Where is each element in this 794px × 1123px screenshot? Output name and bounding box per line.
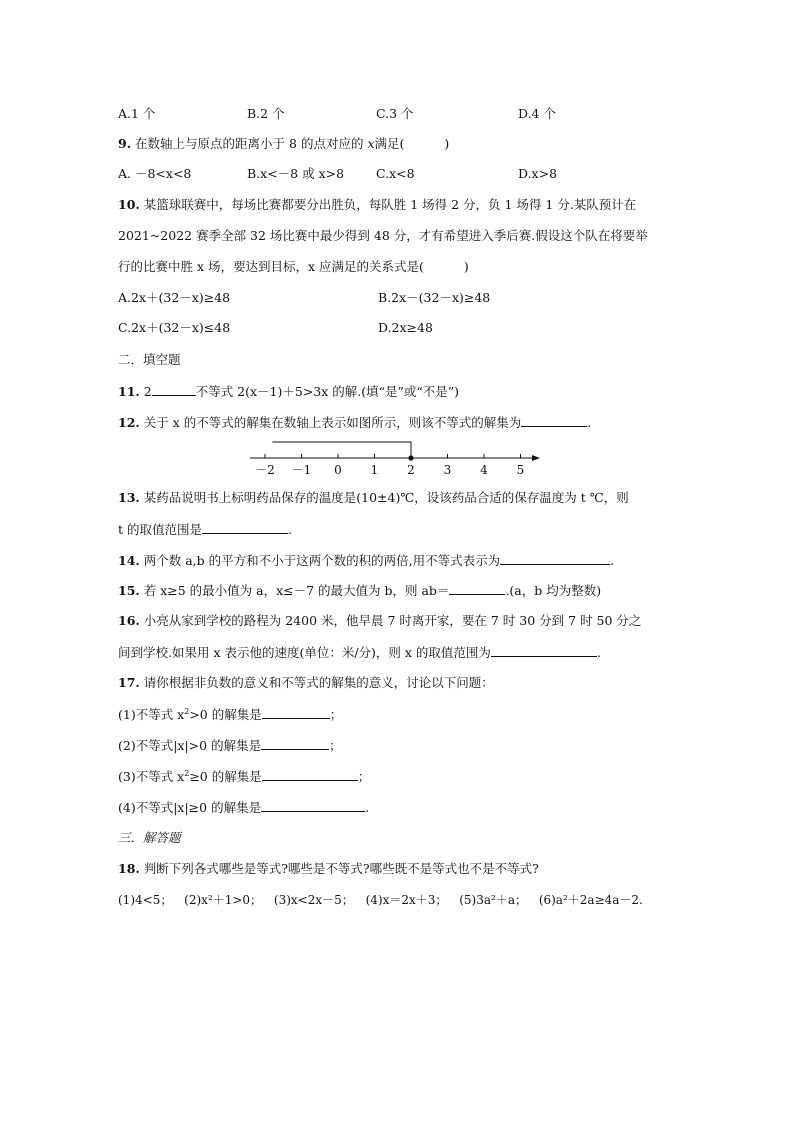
q18-number: 18. [118, 861, 140, 876]
q17-item-3-end: ； [357, 769, 371, 784]
q14-number: 14. [118, 553, 140, 568]
q10-option-a: A.2x＋(32－x)≥48 [118, 290, 231, 305]
q16-end: . [596, 645, 601, 660]
q12-end: . [587, 415, 592, 430]
q17-item-4-end: . [365, 800, 370, 815]
section-heading-answer: 三．解答题 [118, 830, 181, 845]
question-12 [118, 414, 591, 431]
q14-end: . [610, 553, 615, 568]
q17-item-2-blank[interactable] [261, 737, 329, 750]
q11-number: 11. [118, 384, 140, 399]
number-line-tick-label: 4 [480, 463, 488, 477]
q17-item-2-pre: (2)不等式|x|>0 的解集是 [118, 738, 262, 753]
section-heading-fill-in: 二．填空题 [118, 352, 181, 367]
q15-text: 若 x≥5 的最小值为 a，x≤－7 的最大值为 b，则 ab＝ [143, 583, 450, 598]
q17-item-1-post: >0 的解集是 [189, 707, 262, 722]
number-line-ticks [255, 454, 524, 477]
q9-close: ) [444, 136, 450, 151]
q17-item-1-end: ； [329, 707, 343, 722]
number-line-figure [250, 438, 550, 482]
q17-item-3-sup: 2 [184, 768, 190, 778]
q14-text: 两个数 a,b 的平方和不小于这两个数的积的两倍,用不等式表示为 [143, 553, 501, 568]
question-17 [118, 675, 494, 691]
q15-answer-blank[interactable] [449, 582, 505, 595]
number-line-arrow [532, 455, 540, 461]
q9-number: 9. [118, 136, 132, 151]
q12-answer-blank[interactable] [521, 414, 587, 427]
q10-number: 10. [118, 197, 140, 212]
q17-item-4-blank[interactable] [261, 799, 365, 812]
q16-line-1: 小亮从家到学校的路程为 2400 米，他早晨 7 时离开家，要在 7 时 30 分到 7 时 50 分之 [143, 613, 642, 628]
q17-item-2 [118, 737, 342, 754]
question-9 [118, 136, 449, 152]
q8-option-c: C.3 个 [376, 106, 414, 121]
q10-line-1: 某篮球联赛中，每场比赛都要分出胜负，每队胜 1 场得 2 分，负 1 场得 1 分.某队预计在 [143, 197, 637, 212]
q18-item-5: (5)3a²＋a； [459, 893, 527, 907]
q17-item-2-end: ； [329, 738, 342, 753]
q17-item-4-pre: (4)不等式|x|≥0 的解集是 [118, 800, 262, 815]
q10-option-d: D.2x≥48 [378, 320, 433, 335]
q9-option-a: A. －8<x<8 [118, 166, 192, 181]
q13-answer-blank[interactable] [202, 521, 288, 534]
q18-item-6: (6)a²＋2a≥4a－2. [538, 893, 643, 907]
q16-line-2: 间到学校.如果用 x 表示他的速度(单位：米/分)，则 x 的取值范围为 [118, 645, 491, 660]
q17-item-1-pre: (1)不等式 x [118, 707, 185, 722]
number-line-tick-label: 3 [443, 463, 452, 477]
number-line-tick-label: 1 [370, 463, 379, 477]
q13-number: 13. [118, 490, 140, 505]
q12-text: 关于 x 的不等式的解集在数轴上表示如图所示，则该不等式的解集为 [143, 415, 522, 430]
q18-item-4: (4)x＝2x＋3； [365, 893, 448, 907]
number-line-tick-label: －2 [255, 463, 275, 477]
q9-option-b: B.x<－8 或 x>8 [247, 166, 345, 181]
q9-option-c: C.x<8 [376, 166, 415, 181]
question-10-line-1 [118, 197, 636, 213]
question-13-line-2 [118, 521, 292, 538]
q15-number: 15. [118, 583, 140, 598]
q11-pre: 2 [143, 384, 152, 399]
q15-end: .(a，b 均为整数) [505, 583, 602, 598]
question-16-line-2 [118, 644, 601, 661]
question-10-line-3 [118, 259, 469, 275]
question-15 [118, 582, 601, 599]
q14-answer-blank[interactable] [500, 552, 610, 565]
q18-item-1: (1)4<5； [118, 893, 173, 907]
q10-option-c: C.2x＋(32－x)≤48 [118, 320, 231, 335]
question-16-line-1 [118, 613, 641, 629]
q12-number: 12. [118, 415, 140, 430]
q16-number: 16. [118, 613, 140, 628]
q9-text: 在数轴上与原点的距离小于 8 的点对应的 [135, 136, 364, 151]
q17-item-1-blank[interactable] [262, 706, 330, 719]
q10-line-3: 行的比赛中胜 x 场，要达到目标，x 应满足的关系式是( [118, 259, 424, 274]
q9-option-d: D.x>8 [518, 166, 558, 181]
number-line-tick-label: －1 [291, 463, 312, 477]
q17-item-3-blank[interactable] [262, 768, 358, 781]
q10-close: ) [463, 259, 469, 274]
q9-tail: 满足( [374, 136, 405, 151]
question-14 [118, 552, 614, 569]
q17-item-3-pre: (3)不等式 x [118, 769, 185, 784]
number-line-tick-label: 5 [516, 463, 525, 477]
q17-item-1-sup: 2 [184, 706, 190, 716]
question-18 [118, 861, 539, 877]
q8-option-b: B.2 个 [247, 106, 285, 121]
q17-item-1 [118, 706, 342, 723]
q9-variable: x [367, 136, 375, 151]
q17-number: 17. [118, 675, 140, 690]
solution-endpoint-dot [408, 455, 413, 460]
q11-post: 不等式 2(x－1)＋5>3x 的解.(填“是”或“不是”) [195, 384, 460, 399]
q18-item-3: (3)x<2x－5； [273, 893, 354, 907]
number-line-tick-label: 2 [407, 463, 415, 477]
q11-answer-blank[interactable] [152, 383, 196, 396]
q17-text: 请你根据非负数的意义和不等式的解集的意义，讨论以下问题： [143, 675, 494, 690]
number-line-tick-label: 0 [334, 463, 342, 477]
q17-item-3 [118, 768, 370, 785]
solution-range-line [272, 442, 411, 458]
q13-end: . [288, 522, 292, 537]
q8-option-a: A.1 个 [118, 106, 156, 121]
q16-answer-blank[interactable] [491, 644, 597, 657]
question-11 [118, 383, 459, 400]
q18-text: 判断下列各式哪些是等式?哪些是不等式?哪些既不是等式也不是不等式? [143, 861, 539, 876]
q10-line-2: 2021~2022 赛季全部 32 场比赛中最少得到 48 分，才有希望进入季后赛.假设这个队在将要举 [118, 228, 648, 243]
q10-option-b: B.2x－(32－x)≥48 [378, 290, 491, 305]
q18-item-2: (2)x²＋1>0； [184, 893, 263, 907]
q8-option-d: D.4 个 [518, 106, 556, 121]
question-13-line-1 [118, 490, 629, 506]
q13-line-1: 某药品说明书上标明药品保存的温度是(10±4)℃，设该药品合适的保存温度为 t ℃，则 [143, 490, 629, 505]
q18-items [118, 892, 643, 908]
q13-line-2: t 的取值范围是 [118, 522, 202, 537]
q17-item-4 [118, 799, 369, 816]
q17-item-3-post: ≥0 的解集是 [189, 769, 262, 784]
